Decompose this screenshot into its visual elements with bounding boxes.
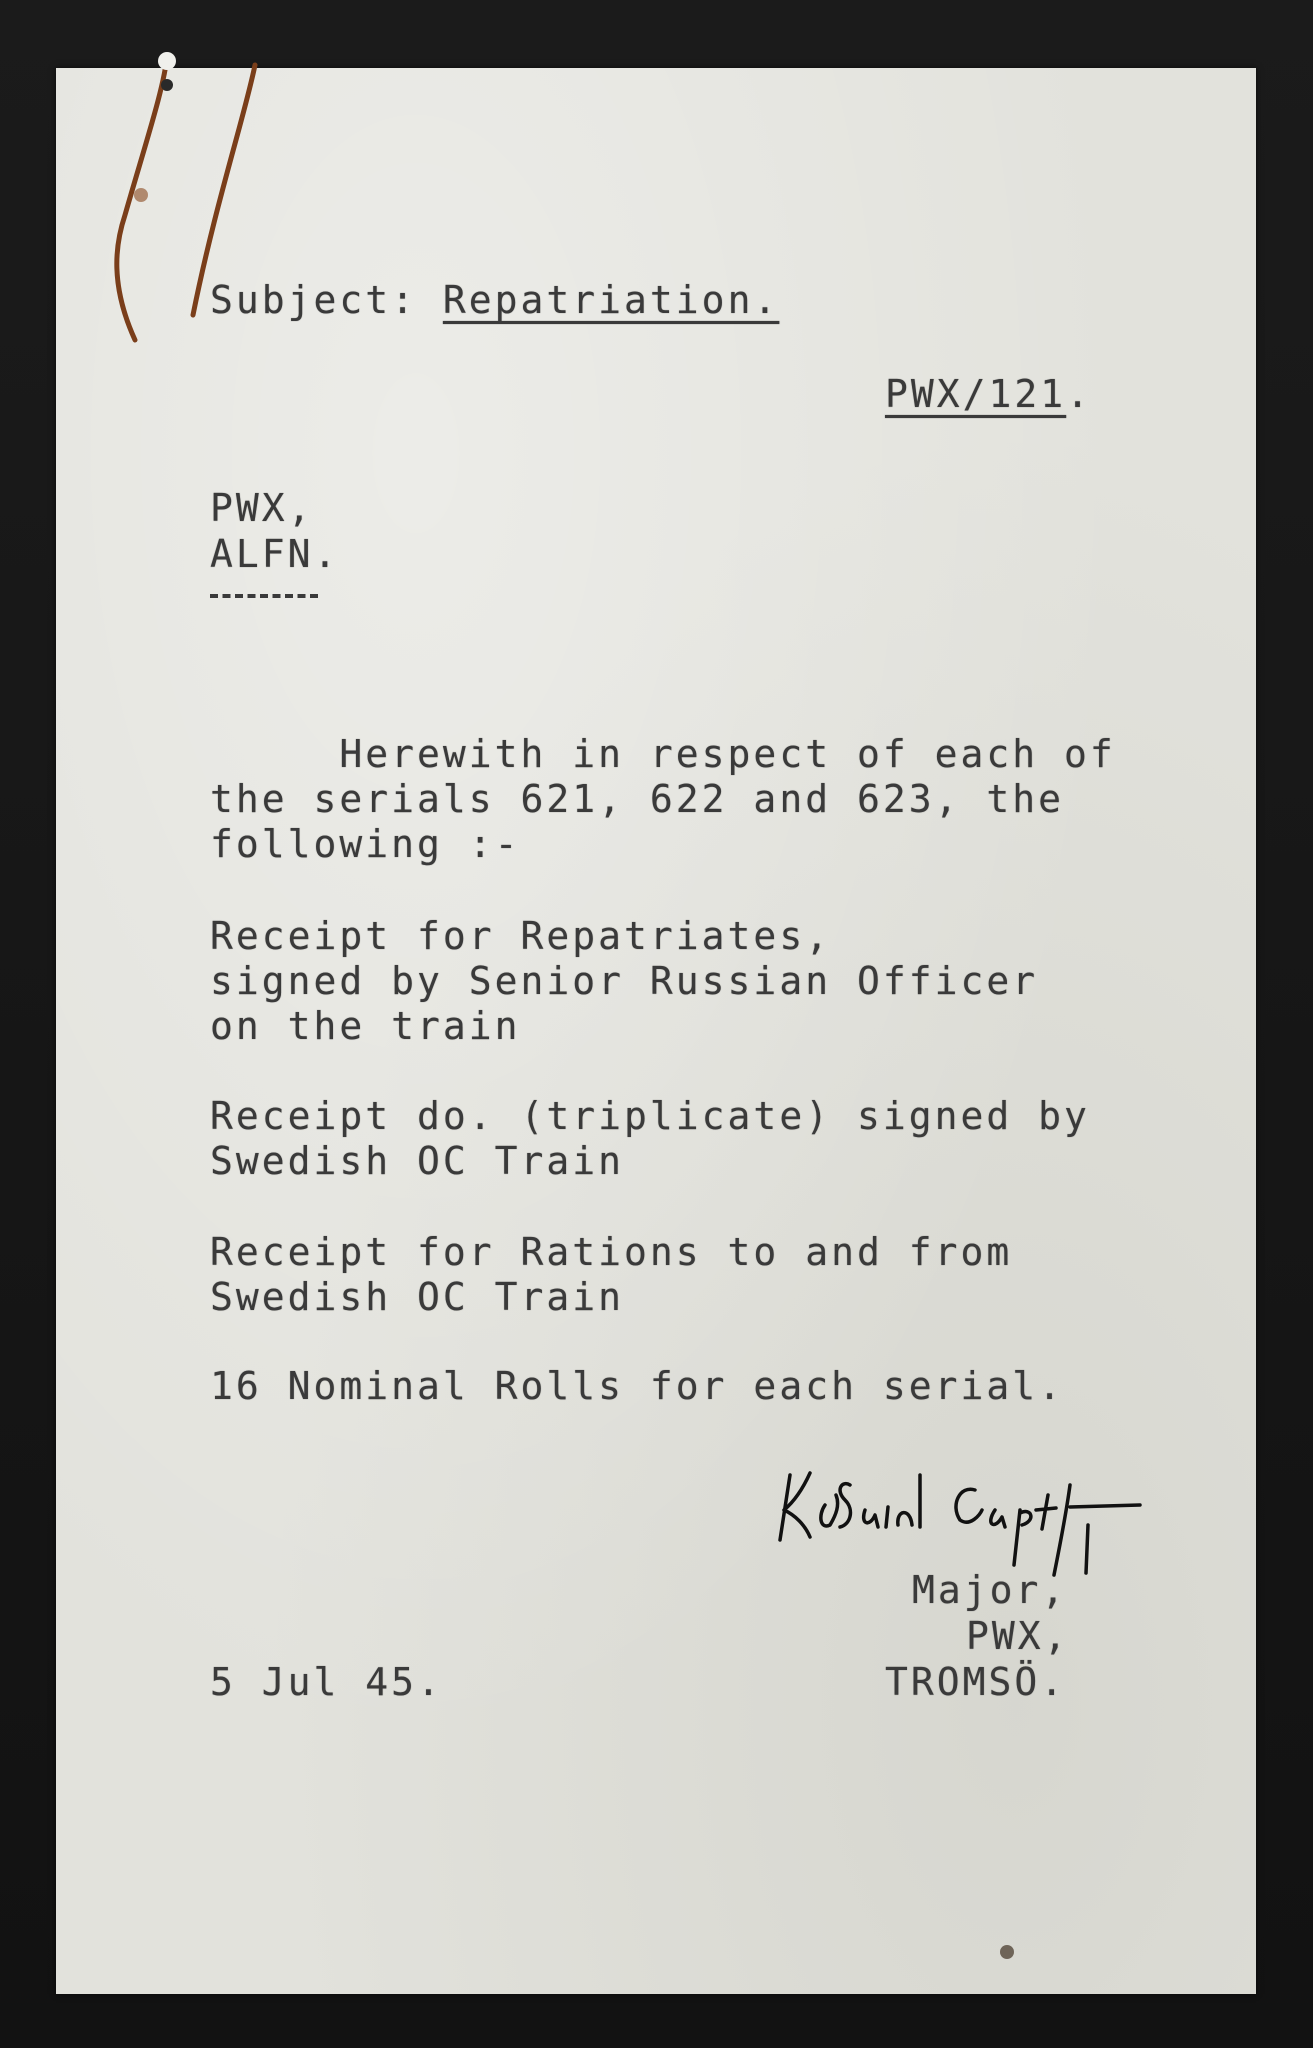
enclosure-item-4: 16 Nominal Rolls for each serial.: [210, 1364, 1064, 1408]
body-paragraph: Herewith in respect of each of the serials 621, 622 and 623, the following :-: [210, 732, 1116, 866]
document-date: 5 Jul 45.: [210, 1660, 443, 1704]
signatory-unit: PWX,: [966, 1614, 1070, 1658]
reference-line: [885, 372, 1092, 417]
addressee-line-1: PWX,: [210, 486, 314, 530]
addressee-line-2: ALFN.: [210, 532, 340, 576]
paper-speck: [1000, 1945, 1014, 1959]
reference-number: PWX/121: [885, 372, 1067, 416]
enclosure-item-2: Receipt do. (triplicate) signed by Swedish OC Train: [210, 1094, 1090, 1183]
enclosure-item-3: Receipt for Rations to and from Swedish OC Train: [210, 1230, 1013, 1319]
reference-dot: .: [1066, 372, 1093, 416]
signatory-location: TROMSÖ.: [885, 1660, 1067, 1704]
signatory-rank: Major,: [912, 1568, 1068, 1612]
enclosure-item-1: Receipt for Repatriates, signed by Senior Russian Officer on the train: [210, 914, 1039, 1048]
subject-value: Repatriation.: [442, 278, 780, 322]
subject-line: [210, 278, 779, 323]
addressee-dash-rule: [210, 594, 318, 598]
subject-label: Subject:: [210, 278, 443, 322]
